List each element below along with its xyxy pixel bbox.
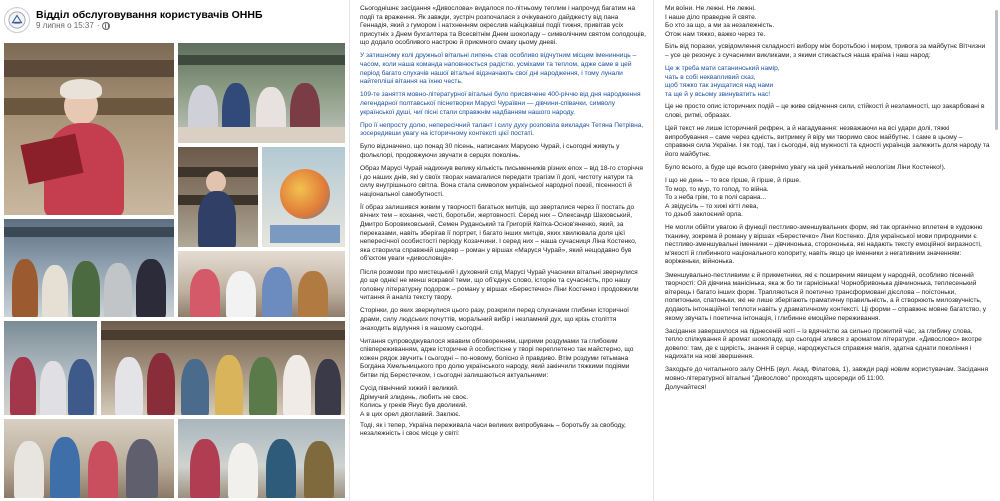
- photo-listeners[interactable]: [3, 320, 98, 416]
- post-paragraph-9: Сторінки, до яких звернулися цього разу, розкрили перед слухачами глибини історичної драми, силу людських почуттів, моральний вибір і незламний дух, що крізь століття знаходить відлуння і в нашому сьогодні.: [360, 307, 629, 332]
- post-paragraph-2: У затишному колі дружньої вітальні липень став особливо відчутним місцем іменинниць – часом, коли наша команда наповнюється радістю, усміхами та теплом, адже саме в цей період багато слухачів нашої вітальні відзначають свої дні народження, і тому лунали найтепліші вітання на їхню честь.: [360, 52, 637, 86]
- photo-group-portrait[interactable]: [100, 320, 346, 416]
- photo-group-table-2[interactable]: [3, 218, 175, 318]
- right-paragraph-1: Біль від поразки, усвідомлення складності вибору між боротьбою і миром, тривога за майбутнє Вітчизни – усе це резонує з сучасними викликами, з якими стикається наша країна і наш народ:: [665, 43, 986, 59]
- post-date[interactable]: 9 липня о 15:37: [36, 21, 94, 31]
- post-text-right: [655, 0, 1000, 501]
- column-divider-1: [349, 0, 350, 501]
- right-paragraph-2: Це не просто опис історичних подій – це живе свідчення сили, стійкості й незламності, що закарбовані в слові, ритмі, образах.: [665, 103, 985, 120]
- post-paragraph-11: Тоді, як і тепер, Україна переживала часи великих випробувань – боротьбу за свободу, незалежність і своє місце у світі:: [360, 421, 626, 438]
- photo-group-table-1[interactable]: [177, 42, 346, 144]
- photo-collage[interactable]: [3, 42, 346, 499]
- meta-separator: ·: [96, 21, 100, 31]
- page-avatar[interactable]: [4, 7, 30, 33]
- post-paragraph-5: Було відзначено, що понад 30 пісень, написаних Марусею Чурай, і сьогодні живуть у фольклорі, продовжуючи звучати в серцях поколінь.: [360, 143, 620, 159]
- post-paragraph-3: 109-те заняття мовно-літературної вітальні було присвячене 400-річчю від дня народження легендарної полтавської піснетворки Марусі Чураївни — дівчини-співачки, символу української душі, чиї пісні стали справжнім надбанням нашого народу.: [360, 91, 641, 116]
- globe-icon: [102, 22, 110, 30]
- page-name-link[interactable]: Відділ обслуговування користувачів ОННБ: [36, 9, 263, 22]
- page-scrollbar[interactable]: [995, 10, 998, 130]
- library-logo-icon: [8, 11, 26, 29]
- right-paragraph-3: Цей текст не лише історичний рефрен, а й нагадування: незважаючи на всі удари долі, тяжкі випробування – саме через єдність, витримку й віру ми творимо своє майбутнє. І саме в цьому – справжня сила України. І як тоді, так і сьогодні, від мужності та єдності українців залежить доля народу та його майбутнє.: [665, 125, 990, 158]
- post-paragraph-6: Образ Марусі Чурай надихнув велику кількість письменників різних епох – від 18-го сторіччя і до наших днів, які у своїх творах намагалися передати трагізм її долі, чистоту натури та силу внутрішнього світла. Вона стала символом української народної поезії, пісенності й національної самобутності.: [360, 165, 643, 198]
- poem-quote-2: Ми воїни. Не лежні. Не лежні. І наше діло праведне й святе. Бо хто за що, а ми за незалежність. Отож нам тяжко, важко через те.: [665, 5, 775, 38]
- photo-globe-poster[interactable]: [261, 146, 346, 248]
- photo-seated-women-1[interactable]: [3, 418, 175, 499]
- post-paragraph-4: Про її непросту долю, непересічний талант і силу духу розповіла викладач Тетяна Петрівна, зосередивши увагу на історичному контексті цієї постаті.: [360, 121, 644, 138]
- right-paragraph-6: Зменшувально-пестливими є й прикметники, які є поширеним явищем у народній, особливо пісенній творчості: Ой дівчина манісінька, яка ж бо ти гарнісінька! Чорнобривонька дівчинонька, теплесенький вітерець і багато інших форм. Трапляються й поетично трансформовані дієслова – поїстоньки, попитоньки, спатоньки, які не лише зберігають граматичну правильність, а й створюють милозвучність, додають інтонаційної теплоти навіть у драматичному контексті. Ці форми – справжнє мовне багатство, у якому звучать і поетична інтонація, і глибинне емоційне переживання.: [665, 271, 987, 322]
- post-paragraph-8: Після розмови про мистецький і духовний слід Марусі Чурай учасники вітальні звернулися до ще однієї не менш яскравої теми, що об'єднує слово, історію та сучасність, про нашу головну літературну подорож – роману у віршах «Берестечко» Ліни Костенко і продовжили читання й аналіз тексту твору.: [360, 268, 639, 302]
- right-paragraph-5: Не могли обійти увагою й функції пестливо-зменшувальних форм, які так органічно вплетені в художню тканину, зокрема й роману у віршах «Берестечко» Ліни Костенко. Для української мови природними є пестливо-зменшувальні іменники – дівчинонька, сторононька, які надають тексту емоційної виразності, м'якості й глибинного національного колориту, навіть якщо це іменники з негативним значенням: воріженьки, війнонька.: [665, 224, 983, 266]
- poem-quote-3: Це ж треба мати сатанинський намір, чать в собі неквапливий сказ, щоб тяжко так знущатися над нами та ще й у всьому звинуватить нас!: [665, 65, 780, 98]
- poem-quote-4: І що не день – то все гірше, й гірше, й гірше. То мор, то мур, то голод, то війна. То з неба грім, то в полі сарана... А звідусіль – то хижі кігті лева, то дзьоб заклоєний орла.: [665, 177, 801, 219]
- right-paragraph-7: Засідання завершилося на піднесеній ноті – із вдячністю за сильно прожитий час, за глибину слова, тепло спілкування й аромат шоколаду, що сьогодні злився з ароматом літератури. «Дивослово» вкотре довело: там, де є щирість, знання й серце, народжується справжня магія, здатна єднати покоління і надихати на нові звершення.: [665, 327, 982, 361]
- post-paragraph-7: Її образ залишився живим у творчості багатьох митців, що зверталися через її постать до вічних тем – кохання, честі, боротьби, жертовності. Серед них – Олександр Шаховський, Дмитро Боровиковський, Семен Руданський та Григорій Квітка-Основ'яненко, який, за переказами, навіть зберігав її портрет, і багато інших митців, яких хвилювала доля цієї непересічної особистості періоду Козаччини. І серед них – наша сучасниця Ліна Костенко, яка створила справжній шедевр – роман у віршах «Маруся Чурай», який нещодавно був об'єктом уваги «дивословців».: [360, 203, 637, 263]
- post-text-middle: [352, 0, 652, 501]
- photo-woman-reading[interactable]: [3, 42, 175, 216]
- post-paragraph-10: Читання супроводжувалося жвавим обговоренням, щирими роздумами та глибоким співпереживанням, адже історичне й особистісне у творі переплетено так майстерно, що кожен рядок звучить і сьогодні – по-новому, болісно й правдиво. Втім роздуми гетьмана Богдана Хмельницького про долю українського народу, який закінчили тяжкими подіями битви під Берестечком, і сьогодні залишаються актуальними:: [360, 337, 634, 380]
- post-header: [4, 4, 344, 36]
- photo-seated-women-2[interactable]: [177, 418, 346, 499]
- post-paragraph-1: Сьогоднішнє засідання «Дивослова» видалося по-літньому теплим і напрочуд багатим на події та враження. Як завжди, зустріч розпочалася з очікуваного дайджесту від пана Геннадія, який з гумором і натхненням окреслив найцікавіші події тижня, привітав усіх присутніх з Днем бухгалтера та Всесвітнім Днем шоколаду – символічним святом солодощів, що додало особливого настрою й приємного смаку цьому дневі.: [360, 5, 646, 47]
- post-left-column: [0, 0, 348, 501]
- right-paragraph-8: Заходьте до читального залу ОННБ (вул. Акад. Філатова, 1), завжди раді новим користувачам. Засідання мовно-літературної вітальні "Дивослово" проходять щосереди об 11:00. Долучайтеся!: [665, 366, 989, 391]
- poem-quote-1: Сусід північний хижий і великий. Дрімучий злидень, любить не своє. Колись у греків Янус був дволикий. А в цих орел двоглавий. Заклює.: [360, 385, 469, 418]
- column-divider-2: [653, 0, 654, 501]
- photo-women-table[interactable]: [177, 250, 346, 318]
- post-meta: [36, 21, 263, 30]
- right-paragraph-4: Було всього, а буде ще всього (звернімо увагу на цей унікальний неологізм Ліни Костенко!).: [665, 164, 946, 171]
- photo-speaker-shelves[interactable]: [177, 146, 259, 248]
